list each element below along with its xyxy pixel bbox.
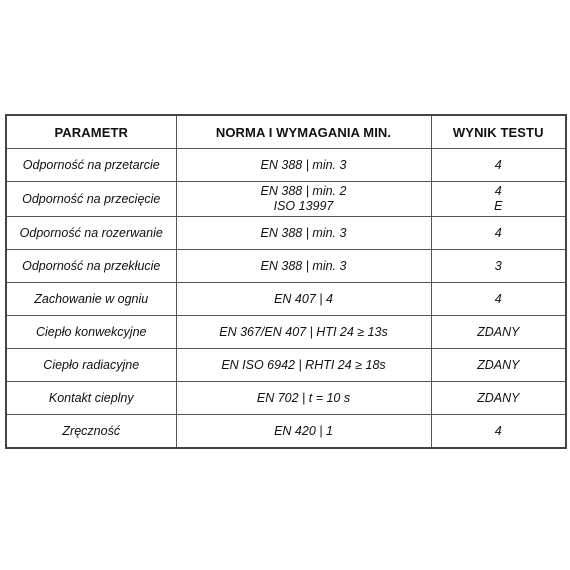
header-norma: NORMA I WYMAGANIA MIN.: [176, 115, 431, 149]
result-cell: [431, 349, 566, 382]
result-line: ZDANY: [477, 390, 520, 405]
result-cell: [431, 382, 566, 415]
result-line: 4: [494, 225, 502, 240]
header-wynik: WYNIK TESTU: [431, 115, 566, 149]
result-cell: [431, 149, 566, 182]
norm-line: EN 388 | min. 2: [260, 184, 347, 198]
norm-cell: [176, 316, 431, 349]
norm-line: ISO 13997: [273, 199, 334, 213]
header-row: [6, 115, 566, 149]
param-cell: Odporność na przekłucie: [6, 250, 176, 283]
norm-line: EN 388 | min. 3: [260, 157, 347, 172]
table-row: [6, 182, 566, 217]
norm-line: EN 407 | 4: [274, 291, 333, 306]
param-cell: Ciepło radiacyjne: [6, 349, 176, 382]
table-row: [6, 217, 566, 250]
result-line: 4: [494, 157, 502, 172]
norm-cell: [176, 217, 431, 250]
result-cell: [431, 316, 566, 349]
norm-line: EN 388 | min. 3: [260, 225, 347, 240]
norm-cell: [176, 382, 431, 415]
table-row: [6, 349, 566, 382]
result-line: E: [494, 199, 503, 213]
result-line: 4: [494, 184, 502, 198]
table-row: [6, 283, 566, 316]
param-cell: Kontakt cieplny: [6, 382, 176, 415]
param-cell: Ciepło konwekcyjne: [6, 316, 176, 349]
norm-line: EN ISO 6942 | RHTI 24 ≥ 18s: [221, 357, 386, 372]
param-cell: Odporność na rozerwanie: [6, 217, 176, 250]
table-row: [6, 382, 566, 415]
spec-table: [5, 114, 567, 449]
norm-cell: [176, 250, 431, 283]
table-row: [6, 316, 566, 349]
norm-line: EN 420 | 1: [274, 423, 333, 438]
table-row: [6, 149, 566, 182]
table-row: [6, 250, 566, 283]
norm-cell: [176, 283, 431, 316]
result-cell: [431, 415, 566, 449]
norm-cell: [176, 149, 431, 182]
param-cell: Zręczność: [6, 415, 176, 449]
result-line: ZDANY: [477, 324, 520, 339]
spec-table-container: [5, 114, 565, 449]
table-row: [6, 415, 566, 449]
param-cell: Odporność na przecięcie: [6, 182, 176, 217]
result-cell: [431, 182, 566, 217]
norm-cell: [176, 349, 431, 382]
result-line: ZDANY: [477, 357, 520, 372]
result-cell: [431, 283, 566, 316]
result-line: 4: [494, 423, 502, 438]
norm-line: EN 702 | t = 10 s: [256, 390, 351, 405]
result-line: 3: [494, 258, 502, 273]
result-cell: [431, 217, 566, 250]
header-parametr: PARAMETR: [6, 115, 176, 149]
norm-line: EN 367/EN 407 | HTI 24 ≥ 13s: [219, 324, 388, 339]
norm-cell: [176, 182, 431, 217]
result-line: 4: [494, 291, 502, 306]
result-cell: [431, 250, 566, 283]
norm-line: EN 388 | min. 3: [260, 258, 347, 273]
norm-cell: [176, 415, 431, 449]
param-cell: Zachowanie w ogniu: [6, 283, 176, 316]
param-cell: Odporność na przetarcie: [6, 149, 176, 182]
